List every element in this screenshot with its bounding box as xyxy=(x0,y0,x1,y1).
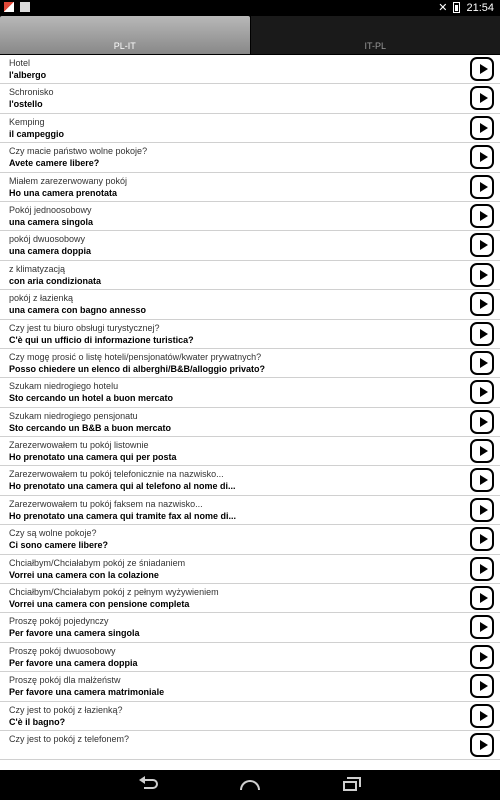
polish-phrase: Szukam niedrogiego pensjonatu xyxy=(9,410,138,421)
italian-phrase: Sto cercando un B&B a buon mercato xyxy=(9,422,172,433)
play-icon[interactable] xyxy=(470,204,494,228)
play-icon[interactable] xyxy=(470,557,494,581)
back-icon[interactable] xyxy=(138,775,162,795)
polish-phrase: Czy macie państwo wolne pokoje? xyxy=(9,146,148,157)
system-icons xyxy=(438,1,494,14)
phrase-row[interactable] xyxy=(0,202,500,231)
polish-phrase: Hotel xyxy=(9,58,31,68)
phrase-row[interactable] xyxy=(0,408,500,437)
play-icon[interactable] xyxy=(470,263,494,287)
app-notification-icon xyxy=(4,2,14,12)
italian-phrase: Per favore una camera singola xyxy=(9,628,140,639)
polish-phrase: Szukam niedrogiego hotelu xyxy=(9,381,119,392)
phrase-row[interactable] xyxy=(0,143,500,172)
italian-phrase: Ho prenotato una camera qui tramite fax al nome di... xyxy=(9,510,237,521)
tab-label: PL-IT xyxy=(113,41,136,51)
phrase-row[interactable] xyxy=(0,584,500,613)
phrase-row[interactable] xyxy=(0,496,500,525)
italian-phrase: una camera doppia xyxy=(9,246,92,257)
phrase-row[interactable] xyxy=(0,261,500,290)
italian-phrase: Per favore una camera doppia xyxy=(9,657,138,668)
phrase-row[interactable] xyxy=(0,437,500,466)
phrase-row[interactable] xyxy=(0,55,500,84)
play-icon[interactable] xyxy=(470,674,494,698)
italian-phrase: una camera singola xyxy=(9,216,94,227)
phrase-row[interactable] xyxy=(0,613,500,642)
polish-phrase: Pokój jednoosobowy xyxy=(9,204,92,215)
polish-phrase: pokój dwuosobowy xyxy=(9,234,86,245)
italian-phrase: con aria condizionata xyxy=(9,275,102,286)
italian-phrase: Per favore una camera matrimoniale xyxy=(9,687,165,698)
mute-icon: ✕ xyxy=(438,2,448,14)
italian-phrase: Posso chiedere un elenco di alberghi/B&B/alloggio privato? xyxy=(9,363,266,374)
italian-phrase: Sto cercando un hotel a buon mercato xyxy=(9,393,174,404)
italian-phrase: Vorrei una camera con la colazione xyxy=(9,569,159,580)
download-notification-icon xyxy=(20,2,30,12)
play-icon[interactable] xyxy=(470,292,494,316)
italian-phrase: C'è il bagno? xyxy=(9,716,66,727)
italian-phrase: Ho prenotato una camera qui per posta xyxy=(9,452,177,463)
phrase-row[interactable] xyxy=(0,672,500,701)
phrase-row[interactable] xyxy=(0,702,500,731)
recents-icon[interactable] xyxy=(338,775,362,795)
polish-phrase: Zarezerwowałem tu pokój listownie xyxy=(9,440,149,451)
play-icon[interactable] xyxy=(470,322,494,346)
phrase-row[interactable] xyxy=(0,466,500,495)
play-icon[interactable] xyxy=(470,380,494,404)
polish-phrase: pokój z łazienką xyxy=(9,293,74,304)
tab-it-pl[interactable] xyxy=(250,16,500,54)
clock: 21:54 xyxy=(466,1,494,14)
polish-phrase: Zarezerwowałem tu pokój faksem na nazwisko... xyxy=(9,498,203,509)
polish-phrase: Czy mogę prosić o listę hoteli/pensjonatów/kwater prywatnych? xyxy=(9,351,262,362)
navigation-bar xyxy=(0,770,500,800)
play-icon[interactable] xyxy=(470,704,494,728)
polish-phrase: z klimatyzacją xyxy=(9,263,66,274)
phrase-row[interactable] xyxy=(0,349,500,378)
polish-phrase: Czy jest to pokój z telefonem? xyxy=(9,733,130,744)
italian-phrase: l'ostello xyxy=(9,99,43,110)
italian-phrase: il campeggio xyxy=(9,128,65,139)
polish-phrase: Zarezerwowałem tu pokój telefonicznie na nazwisko... xyxy=(9,469,224,480)
phrase-row[interactable] xyxy=(0,320,500,349)
polish-phrase: Czy są wolne pokoje? xyxy=(9,528,97,539)
phrase-row[interactable] xyxy=(0,231,500,260)
play-icon[interactable] xyxy=(470,57,494,81)
play-icon[interactable] xyxy=(470,527,494,551)
polish-phrase: Kemping xyxy=(9,116,45,127)
play-icon[interactable] xyxy=(470,86,494,110)
phrase-row[interactable] xyxy=(0,731,500,760)
phrase-row[interactable] xyxy=(0,378,500,407)
italian-phrase: Ho prenotato una camera qui al telefono al nome di... xyxy=(9,481,236,492)
phrase-row[interactable] xyxy=(0,84,500,113)
play-icon[interactable] xyxy=(470,410,494,434)
play-icon[interactable] xyxy=(470,468,494,492)
polish-phrase: Chciałbym/Chciałabym pokój z pełnym wyżywieniem xyxy=(9,587,219,598)
status-bar xyxy=(0,0,500,16)
polish-phrase: Czy jest tu biuro obsługi turystycznej? xyxy=(9,322,160,333)
polish-phrase: Miałem zarezerwowany pokój xyxy=(9,175,128,186)
play-icon[interactable] xyxy=(470,498,494,522)
italian-phrase: una camera con bagno annesso xyxy=(9,305,147,316)
italian-phrase: Ci sono camere libere? xyxy=(9,540,109,551)
italian-phrase: Vorrei una camera con pensione completa xyxy=(9,599,190,610)
phrase-row[interactable] xyxy=(0,525,500,554)
play-icon[interactable] xyxy=(470,175,494,199)
tab-label: IT-PL xyxy=(364,41,386,51)
polish-phrase: Czy jest to pokój z łazienką? xyxy=(9,704,123,715)
notification-icons xyxy=(4,2,30,12)
polish-phrase: Proszę pokój pojedynczy xyxy=(9,616,109,627)
play-icon[interactable] xyxy=(470,645,494,669)
italian-phrase: Ho una camera prenotata xyxy=(9,187,118,198)
italian-phrase: l'albergo xyxy=(9,70,47,80)
phrase-row[interactable] xyxy=(0,114,500,143)
italian-phrase: Avete camere libere? xyxy=(9,158,100,169)
language-tabs xyxy=(0,16,500,54)
phrase-row[interactable] xyxy=(0,643,500,672)
polish-phrase: Chciałbym/Chciałabym pokój ze śniadaniem xyxy=(9,557,186,568)
polish-phrase: Proszę pokój dwuosobowy xyxy=(9,645,116,656)
phrase-row[interactable] xyxy=(0,173,500,202)
play-icon[interactable] xyxy=(470,145,494,169)
phrase-row[interactable] xyxy=(0,290,500,319)
play-icon[interactable] xyxy=(470,615,494,639)
italian-phrase: C'è qui un ufficio di informazione turistica? xyxy=(9,334,194,345)
phrase-list[interactable] xyxy=(0,54,500,771)
play-icon[interactable] xyxy=(470,233,494,257)
play-icon[interactable] xyxy=(470,351,494,375)
polish-phrase: Proszę pokój dla małżeństw xyxy=(9,675,121,686)
play-icon[interactable] xyxy=(470,439,494,463)
polish-phrase: Schronisko xyxy=(9,87,54,98)
play-icon[interactable] xyxy=(470,586,494,610)
tab-pl-it[interactable] xyxy=(0,16,250,54)
play-icon[interactable] xyxy=(470,733,494,757)
battery-icon xyxy=(453,2,460,13)
phrase-row[interactable] xyxy=(0,555,500,584)
play-icon[interactable] xyxy=(470,116,494,140)
home-icon[interactable] xyxy=(238,775,262,795)
